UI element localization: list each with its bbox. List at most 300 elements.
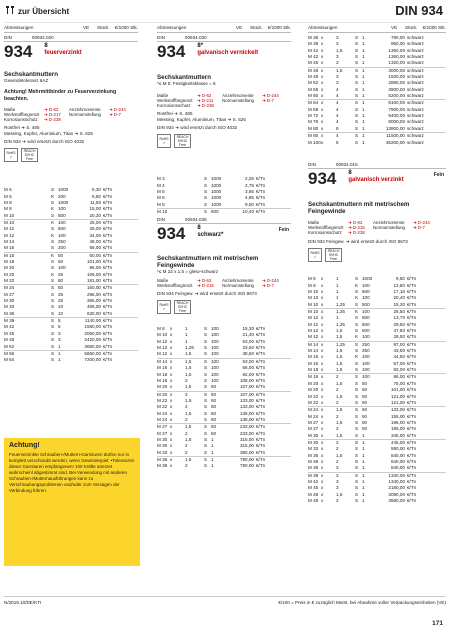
table-cell: 1,5 xyxy=(336,419,343,425)
table-cell: M 20 xyxy=(157,384,168,390)
table-cell: 500 xyxy=(362,289,370,295)
rostfrei-link[interactable]: Rostfrei ➜ S. 485 xyxy=(4,125,40,131)
table-cell: 35200,00 xyxy=(385,139,405,145)
table-cell: K xyxy=(51,232,55,238)
table-cell: €/Tn xyxy=(256,410,266,416)
table-cell: 50 xyxy=(58,259,64,265)
table-cell: 1,5 xyxy=(336,367,343,373)
table-cell: 100 xyxy=(58,219,66,225)
table-cell: M 14 xyxy=(308,341,319,347)
table-cell xyxy=(344,400,355,406)
table-cell: schwarz xyxy=(407,93,424,99)
column-header: Abmessungen VE Stück €/1000 Stk. xyxy=(308,25,446,33)
table-cell: €/Tn xyxy=(256,332,266,338)
table-cell: 12,80 xyxy=(393,282,405,288)
table-row xyxy=(308,400,446,406)
table-cell: schwarz xyxy=(407,113,424,119)
table-cell: M 18 xyxy=(157,377,168,383)
table-cell: x xyxy=(170,345,173,351)
table-cell: €/Tn xyxy=(256,351,266,357)
table-cell: x xyxy=(321,60,324,66)
table-cell: €/Tn xyxy=(407,491,417,497)
table-cell: x xyxy=(321,407,324,413)
table-cell: S xyxy=(355,407,359,413)
table-cell: 25,50 xyxy=(393,309,405,315)
table-cell: €/Tn xyxy=(103,285,113,291)
table-cell: 3650,00 xyxy=(84,343,101,349)
table-cell: x xyxy=(321,413,324,419)
table-cell: €/Tn xyxy=(407,465,417,471)
table-cell: 1,5 xyxy=(336,354,343,360)
table-cell: €/Tn xyxy=(407,334,417,340)
table-cell: 11,50 xyxy=(89,199,101,205)
table-cell: M 3 xyxy=(157,176,165,182)
table-cell: 1,5 xyxy=(336,360,343,366)
table-cell: 100 xyxy=(362,374,370,380)
price-table xyxy=(157,326,291,470)
table-cell: x xyxy=(321,80,324,86)
table-cell: €/Tn xyxy=(256,424,266,430)
table-cell: M 45 xyxy=(308,485,319,491)
rohs-badge: RoHS ✓ xyxy=(157,134,171,148)
footer-price-note: €/100 = Preis in € zuzüglich MwSt. bei Abnahme voller Verpackungseinheiten (VE) xyxy=(278,600,446,605)
table-cell xyxy=(40,357,51,363)
table-cell: M 8 xyxy=(157,201,165,207)
table-cell: 200 xyxy=(58,193,66,199)
table-cell: 9400,00 xyxy=(388,113,405,119)
table-cell: M 30 xyxy=(157,436,168,442)
table-cell: S xyxy=(355,360,359,366)
table-row xyxy=(157,417,291,423)
table-cell: S xyxy=(355,393,359,399)
table-cell: S xyxy=(355,341,359,347)
table-cell: schwarz xyxy=(407,47,424,53)
table-cell: x xyxy=(170,351,173,357)
table-cell: 7200,00 xyxy=(84,357,101,363)
table-cell: M 22 xyxy=(157,397,168,403)
table-cell: schwarz xyxy=(407,125,424,131)
table-cell: S xyxy=(355,67,359,73)
table-cell: 50 xyxy=(211,404,217,410)
table-cell: S xyxy=(51,298,55,304)
table-cell: 1000 xyxy=(58,187,69,193)
table-cell: 1 xyxy=(211,456,214,462)
table-cell: M 64 xyxy=(4,357,15,363)
table-cell: €/Tn xyxy=(256,195,266,201)
table-cell: 1 xyxy=(58,343,61,349)
table-cell: S xyxy=(204,358,208,364)
table-cell: €/Tn xyxy=(256,345,266,351)
material-link[interactable]: Messing, Kupfer, Aluminium, Titan ➜ S. 626 xyxy=(157,117,246,123)
table-row xyxy=(157,358,291,365)
table-cell: S xyxy=(355,47,359,53)
table-cell: M 24 xyxy=(308,407,319,413)
price-table xyxy=(308,276,446,504)
din-number: 934 xyxy=(4,42,33,61)
table-cell: 47,60 xyxy=(393,328,405,334)
table-cell: M 48 xyxy=(308,491,319,497)
table-cell: x xyxy=(321,301,324,307)
table-cell: €/Tn xyxy=(256,391,266,397)
table-cell: 2 xyxy=(336,439,339,445)
table-cell: 50 xyxy=(211,424,217,430)
table-cell: 250 xyxy=(58,239,66,245)
table-cell: 33,50 xyxy=(242,345,254,351)
footer-code: N/2019.10/DE/KTI xyxy=(4,600,42,605)
product-code-line: DIN 00934.030 xyxy=(157,35,291,42)
table-cell: 1,5 xyxy=(185,371,192,377)
table-cell: €/Tn xyxy=(407,301,417,307)
table-cell: S xyxy=(51,212,55,218)
table-cell: 1,5 xyxy=(336,452,343,458)
table-cell: 4 xyxy=(336,100,339,106)
table-cell: M 52 xyxy=(308,80,319,86)
table-cell: M 18 xyxy=(157,371,168,377)
table-cell: M 10 xyxy=(308,289,319,295)
table-cell: 1 xyxy=(336,276,339,282)
table-row xyxy=(308,99,446,106)
table-cell: 1 xyxy=(362,35,365,40)
table-cell: €/Tn xyxy=(103,350,113,356)
table-cell: K xyxy=(51,206,55,212)
table-row xyxy=(157,351,291,357)
table-row xyxy=(157,208,291,215)
table-cell: 1000 xyxy=(211,182,222,188)
table-cell: 100 xyxy=(58,206,66,212)
table-cell: 295,00 xyxy=(86,291,101,297)
table-cell: 500 xyxy=(58,212,66,218)
table-cell: €/Tn xyxy=(103,219,113,225)
table-cell: M 36 xyxy=(308,452,319,458)
table-cell: M 64 xyxy=(308,100,319,106)
table-cell: €/Tn xyxy=(103,245,113,251)
table-cell: M 16 xyxy=(4,252,15,258)
price-table xyxy=(308,35,446,146)
table-cell: €/Tn xyxy=(256,208,266,214)
table-cell: 100 xyxy=(362,334,370,340)
table-cell: 106,00 xyxy=(86,271,101,277)
table-cell: M 72 xyxy=(308,113,319,119)
table-row xyxy=(308,433,446,439)
table-cell: M 4 xyxy=(157,182,165,188)
table-cell: S xyxy=(355,478,359,484)
table-cell: 155,00 xyxy=(390,413,405,419)
table-cell: S xyxy=(355,413,359,419)
table-cell: M 24 xyxy=(308,413,319,419)
table-cell: €/Tn xyxy=(407,458,417,464)
table-cell: 1,25 xyxy=(336,341,345,347)
table-cell: S xyxy=(204,188,208,194)
table-cell: 5 xyxy=(58,324,61,330)
table-cell: 60,00 xyxy=(89,252,101,258)
table-cell: S xyxy=(204,449,208,455)
table-cell: 200 xyxy=(58,245,66,251)
table-cell: €/Tn xyxy=(103,357,113,363)
table-cell: x xyxy=(321,374,324,380)
table-cell xyxy=(40,311,51,317)
table-cell: K xyxy=(51,193,55,199)
table-cell: S xyxy=(51,278,55,284)
table-cell: 1 xyxy=(362,458,365,464)
table-cell: S xyxy=(355,458,359,464)
table-cell: 1 xyxy=(362,74,365,80)
table-cell: S xyxy=(355,485,359,491)
table-cell xyxy=(32,344,40,350)
table-cell: €/Tn xyxy=(407,289,417,295)
table-cell: 3900,00 xyxy=(388,86,405,92)
table-cell: €/Tn xyxy=(103,232,113,238)
table-cell: x xyxy=(321,328,324,334)
table-cell: 4 xyxy=(336,113,339,119)
table-cell: 13,70 xyxy=(393,315,405,321)
column-header: Abmessungen VE Stück. €/1000 Stk. xyxy=(157,25,291,33)
table-cell: S xyxy=(204,365,208,371)
table-cell: €/Tn xyxy=(407,380,417,386)
table-cell: M 12 xyxy=(157,338,168,344)
table-cell: 233,00 xyxy=(239,424,254,430)
table-cell: 108,00 xyxy=(239,377,254,383)
table-cell: 1 xyxy=(362,446,365,452)
table-cell: S xyxy=(204,182,208,188)
table-cell: 107,00 xyxy=(239,391,254,397)
table-row xyxy=(4,317,138,324)
table-cell: 1,25 xyxy=(336,309,345,315)
table-cell: 1,5 xyxy=(185,456,192,462)
table-cell xyxy=(17,278,32,284)
table-cell: 1,5 xyxy=(336,380,343,386)
table-cell: S xyxy=(355,100,359,106)
table-cell: S xyxy=(204,397,208,403)
table-cell: 2050,00 xyxy=(84,330,101,336)
table-cell: 7900,00 xyxy=(388,106,405,112)
table-cell: €/Tn xyxy=(103,298,113,304)
table-cell: 29,50 xyxy=(393,321,405,327)
table-cell xyxy=(344,498,355,504)
table-cell: M 12 xyxy=(4,232,15,238)
warning-box xyxy=(4,438,140,566)
table-cell: €/Tn xyxy=(103,291,113,297)
table-cell: 50 xyxy=(211,391,217,397)
table-cell: 1 xyxy=(336,289,339,295)
table-cell: 133,00 xyxy=(239,397,254,403)
table-cell: M 30 xyxy=(4,298,15,304)
table-cell: x xyxy=(321,491,324,497)
fein-label: Fein xyxy=(433,171,444,178)
column-1: Abmessungen VE Stück €/1000 Stk. DIN 00934.020 934 8 feuerverzinkt Sechskantmuttern Gewindetoleranz 6AZ Achtung! Mehrmittbinder zu Feuerverzinkung beachten. Maße ➜ D-62 Anziehmomente ➜ D-244 Werkstoffbegrenzt ➜ D-217 Normumstellung ➜ D-7 Korrosionsschutz ➜ D-238 Rostfrei ➜ S. 485 Messing, Kupfer, Aluminium, Titan ➜ S. 626 DIN 934 ➜ wird ersetzt durch ISO 4032 RoHS ✓ REACH SVHC Free M 6 S 1000 6,30 €/Tn M 6 K 200 9,60 €/Tn M 8 S 1000 11,50 €/Tn M 8 K 100 15,00 €/Tn M 10 S 500 20,30 €/Tn M 10 K 100 26,00 €/Tn M 12 S 500 28,00 €/Tn M 12 K 100 34,00 €/Tn M 14 S 250 48,00 €/Tn M 16 S 200 56,00 €/Tn M 16 K 50 60,00 €/Tn M 18 S 50 101,00 €/Tn M 20 S 100 96,00 €/Tn M 20 K 25 106,00 €/Tn M 22 S 50 181,00 €/Tn M 24 S 50 160,00 €/Tn M 27 S 25 295,00 €/Tn M 30 S 25 365,00 €/Tn M 33 S 10 465,00 €/Tn M 36 S 10 630,00 €/Tn M 39 S 5 1140,00 €/Tn M 42 S 5 1580,00 €/Tn M 45 S 3 2050,00 €/Tn M 48 S 3 2420,00 €/Tn M 52 S 1 3650,00 €/Tn M 56 S 1 5660,00 €/Tn M 64 S 1 7200,00 €/Tn xyxy=(4,25,138,363)
table-row xyxy=(308,341,446,348)
table-cell: S xyxy=(51,285,55,291)
table-cell xyxy=(32,213,40,219)
table-cell: S xyxy=(355,348,359,354)
table-cell: 1 xyxy=(362,119,365,125)
table-cell: M 36 xyxy=(308,35,319,40)
table-cell: €/Tn xyxy=(256,397,266,403)
table-cell: x xyxy=(170,371,173,377)
table-cell: S xyxy=(204,371,208,377)
table-cell: M 42 xyxy=(4,324,15,330)
table-cell: €/Tn xyxy=(407,413,417,419)
table-cell: 100 xyxy=(362,309,370,315)
table-cell: 26,00 xyxy=(89,219,101,225)
table-cell: S xyxy=(204,384,208,390)
table-cell: M 76 xyxy=(308,119,319,125)
table-cell: M 36 xyxy=(4,310,15,316)
table-cell: S xyxy=(51,259,55,265)
table-cell: 2 xyxy=(336,413,339,419)
table-cell: 15,20 xyxy=(393,301,405,307)
table-cell: x xyxy=(321,452,324,458)
table-cell: 100 xyxy=(211,326,219,332)
table-cell: 315,00 xyxy=(239,443,254,449)
table-cell: M 12 xyxy=(4,226,15,232)
table-cell: M 8 xyxy=(4,199,12,205)
table-cell: x xyxy=(321,380,324,386)
table-cell: 97,00 xyxy=(393,341,405,347)
table-cell: M 20 xyxy=(4,271,15,277)
table-cell: 6,30 xyxy=(92,187,101,193)
table-cell: 11500,00 xyxy=(386,133,405,139)
table-cell: 15,30 xyxy=(242,326,254,332)
table-cell: x xyxy=(321,348,324,354)
table-cell: €/Tn xyxy=(256,449,266,455)
table-cell: 950,00 xyxy=(390,41,405,47)
table-cell: 250 xyxy=(362,348,370,354)
table-cell: 15,00 xyxy=(89,206,101,212)
table-cell: S xyxy=(51,187,55,193)
table-cell: 1000 xyxy=(211,176,222,182)
table-cell: €/Tn xyxy=(256,456,266,462)
table-cell: S xyxy=(204,456,208,462)
table-cell: x xyxy=(321,399,324,405)
table-cell: 17,10 xyxy=(393,289,405,295)
table-cell: x xyxy=(170,463,173,469)
table-cell: 9,50 xyxy=(396,276,405,282)
table-cell: €/Tn xyxy=(407,387,417,393)
table-cell: S xyxy=(204,208,208,214)
product-title: Sechskantmuttern xyxy=(4,71,58,78)
reach-badge: REACH SVHC Free xyxy=(174,134,191,148)
table-cell: 160,00 xyxy=(86,285,101,291)
table-cell: x xyxy=(321,360,324,366)
screws-icon xyxy=(6,6,15,16)
table-cell: x xyxy=(321,354,324,360)
table-cell: M 80 xyxy=(308,133,319,139)
table-cell xyxy=(17,344,32,350)
table-cell xyxy=(193,417,204,423)
product-code-line: DIN 00934.020 xyxy=(4,35,138,42)
table-cell: x xyxy=(321,100,324,106)
table-cell: 1 xyxy=(362,67,365,73)
table-cell: x xyxy=(321,133,324,139)
table-cell: 1 xyxy=(185,338,188,344)
table-cell: 1 xyxy=(336,295,339,301)
table-cell: S xyxy=(355,93,359,99)
table-cell: M 12 xyxy=(308,334,319,340)
table-cell: 1 xyxy=(362,86,365,92)
table-cell xyxy=(170,209,185,215)
table-cell: 1,5 xyxy=(336,407,343,413)
table-row xyxy=(157,423,291,430)
table-cell: x xyxy=(170,365,173,371)
table-cell: x xyxy=(321,465,324,471)
table-cell: S xyxy=(355,119,359,125)
table-cell: 5660,00 xyxy=(84,350,101,356)
table-cell: 3000,00 xyxy=(388,67,405,73)
table-cell: 5 xyxy=(58,318,61,324)
table-cell: M 60 xyxy=(308,93,319,99)
table-cell: 181,00 xyxy=(86,278,101,284)
table-cell: 6100,00 xyxy=(388,100,405,106)
table-cell: 1,5 xyxy=(336,393,343,399)
table-cell: 2 xyxy=(185,443,188,449)
table-cell: S xyxy=(355,315,359,321)
table-cell: 4,85 xyxy=(245,195,254,201)
table-cell: S xyxy=(355,106,359,112)
table-cell: S xyxy=(204,338,208,344)
table-cell: K xyxy=(355,334,359,340)
table-cell: €/Tn xyxy=(407,419,417,425)
table-cell: M 16 xyxy=(308,354,319,360)
table-cell: M 6 xyxy=(157,195,165,201)
table-cell: M 14 xyxy=(4,239,15,245)
table-cell: 100 xyxy=(211,371,219,377)
material-link[interactable]: Messing, Kupfer, Aluminium, Titan ➜ S. 626 xyxy=(4,131,93,137)
table-cell: 1000 xyxy=(211,188,222,194)
table-cell: 3 xyxy=(58,330,61,336)
table-cell: M 27 xyxy=(308,426,319,432)
table-cell: M 33 xyxy=(4,304,15,310)
table-cell: 4 xyxy=(336,133,339,139)
table-row xyxy=(157,391,291,398)
table-row xyxy=(308,465,446,471)
table-cell: 83,00 xyxy=(393,367,405,373)
table-row xyxy=(4,350,138,357)
table-row xyxy=(4,284,138,291)
table-cell: 50 xyxy=(58,252,64,258)
back-link[interactable] xyxy=(6,6,69,16)
table-cell: 3 xyxy=(336,74,339,80)
table-cell: M 5 xyxy=(157,188,165,194)
table-cell: 1 xyxy=(362,60,365,66)
table-cell: M 10 xyxy=(4,219,15,225)
table-cell xyxy=(193,202,204,208)
table-cell: 1 xyxy=(362,106,365,112)
table-cell: x xyxy=(170,384,173,390)
table-cell: 21,40 xyxy=(242,332,254,338)
table-cell: S xyxy=(355,432,359,438)
table-cell: 315,00 xyxy=(239,436,254,442)
table-cell xyxy=(344,334,355,340)
table-cell: 790,00 xyxy=(390,35,405,40)
table-cell: M 6 xyxy=(4,187,12,193)
table-cell: 1000 xyxy=(211,195,222,201)
table-cell: 2 xyxy=(336,446,339,452)
table-cell: 6 xyxy=(336,125,339,131)
warning-title: Achtung! xyxy=(9,442,40,449)
table-cell: S xyxy=(51,304,55,310)
table-cell: 465,00 xyxy=(86,304,101,310)
table-cell: €/Tn xyxy=(103,343,113,349)
table-cell: 1,25 xyxy=(336,301,345,307)
table-cell: M 33 xyxy=(157,449,168,455)
rostfrei-link[interactable]: Rostfrei ➜ S. 485 xyxy=(157,111,193,117)
table-cell: €/Tn xyxy=(407,498,417,504)
table-cell: 26,50 xyxy=(393,334,405,340)
replacement-note: DIN 934 ➜ wird ersetzt durch ISO 4032 xyxy=(4,138,85,144)
table-cell: K xyxy=(355,309,359,315)
table-cell: 1 xyxy=(362,113,365,119)
table-cell: K xyxy=(51,252,55,258)
